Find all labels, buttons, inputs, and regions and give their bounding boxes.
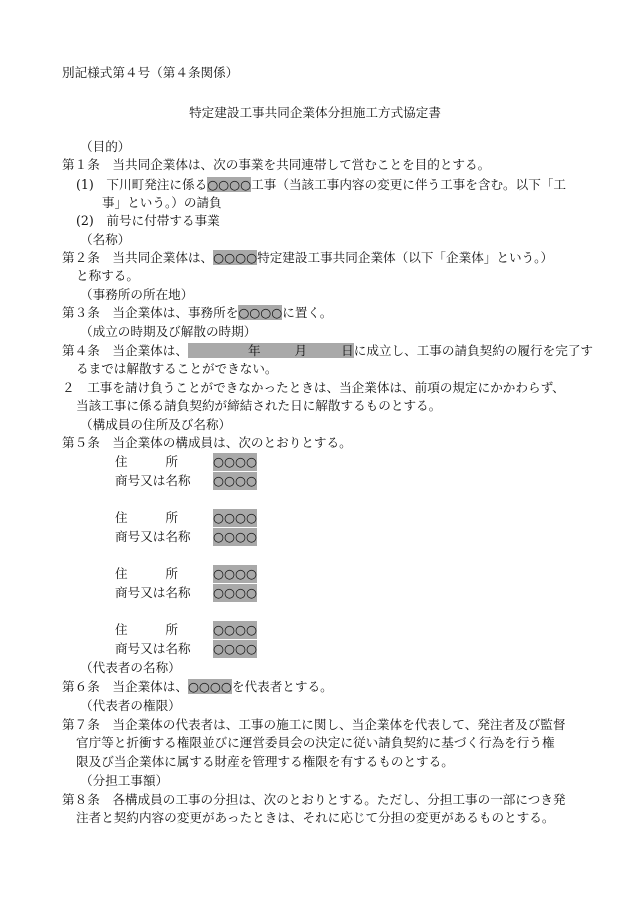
article-6: 第６条 当企業体は、○○○○を代表者とする。	[62, 679, 333, 694]
member-address-label: 住 所	[115, 454, 178, 469]
member-name-field: ○○○○	[213, 641, 257, 656]
article-8-cont: 注者と契約内容の変更があったときは、それに応じて分担の変更があるものとする。	[76, 810, 555, 825]
article-1-item-1: (1) 下川町発注に係る○○○○工事（当該工事内容の変更に伴う工事を含む。以下「工	[76, 177, 566, 192]
section-heading-name: （名称）	[80, 232, 131, 247]
article-4-para-2-cont: 当該工事に係る請負契約が締結された日に解散するものとする。	[76, 398, 442, 413]
article-4: 第４条 当企業体は、 年 月 日に成立し、工事の請負契約の履行を完了す	[62, 343, 593, 358]
date-field: 年 月 日	[188, 343, 354, 358]
article-7: 第７条 当企業体の代表者は、工事の施工に関し、当企業体を代表して、発注者及び監督	[62, 717, 566, 732]
member-name-field: ○○○○	[213, 529, 257, 544]
member-address-field: ○○○○	[213, 454, 257, 469]
article-1: 第１条 当共同企業体は、次の事業を共同連帯して営むことを目的とする。	[62, 157, 491, 172]
placeholder-field: ○○○○	[238, 305, 283, 320]
section-heading-period: （成立の時期及び解散の時期）	[80, 324, 257, 339]
member-address-label: 住 所	[115, 566, 178, 581]
section-heading-authority: （代表者の権限）	[80, 698, 181, 713]
placeholder-field: ○○○○	[187, 679, 232, 694]
member-address-label: 住 所	[115, 510, 178, 525]
member-address-field: ○○○○	[213, 566, 257, 581]
article-1-item-1-cont: 事」という。）の請負	[102, 195, 222, 210]
member-name-field: ○○○○	[213, 473, 257, 488]
article-5: 第５条 当企業体の構成員は、次のとおりとする。	[62, 435, 352, 450]
article-3: 第３条 当企業体は、事務所を○○○○に置く。	[62, 305, 333, 320]
article-2-cont: と称する。	[76, 268, 139, 283]
section-heading-members: （構成員の住所及び名称）	[80, 417, 232, 432]
article-7-cont-2: 限及び当企業体に属する財産を管理する権限を有するものとする。	[76, 754, 454, 769]
member-name-label: 商号又は名称	[115, 641, 191, 656]
member-name-label: 商号又は名称	[115, 529, 191, 544]
member-name-field: ○○○○	[213, 585, 257, 600]
article-4-cont: るまでは解散することができない。	[76, 361, 278, 376]
article-8: 第８条 各構成員の工事の分担は、次のとおりとする。ただし、分担工事の一部につき発	[62, 792, 566, 807]
member-address-field: ○○○○	[213, 622, 257, 637]
placeholder-field: ○○○○	[207, 177, 252, 192]
article-4-para-2: ２ 工事を請け負うことができなかったときは、当企業体は、前項の規定にかかわらず、	[62, 380, 565, 395]
article-7-cont-1: 官庁等と折衝する権限並びに運営委員会の決定に従い請負契約に基づく行為を行う権	[76, 735, 555, 750]
section-heading-purpose: （目的）	[80, 139, 131, 154]
section-heading-representative: （代表者の名称）	[80, 660, 181, 675]
document-title: 特定建設工事共同企業体分担施工方式協定書	[189, 105, 441, 120]
article-2: 第２条 当共同企業体は、○○○○特定建設工事共同企業体（以下「企業体」という。）	[62, 250, 554, 265]
member-address-field: ○○○○	[213, 510, 257, 525]
member-name-label: 商号又は名称	[115, 473, 191, 488]
section-heading-share: （分担工事額）	[80, 773, 169, 788]
form-label: 別記様式第４号（第４条関係）	[62, 65, 239, 80]
section-heading-office: （事務所の所在地）	[80, 287, 194, 302]
placeholder-field: ○○○○	[213, 250, 258, 265]
member-address-label: 住 所	[115, 622, 178, 637]
article-1-item-2: (2) 前号に付帯する事業	[76, 213, 220, 228]
member-name-label: 商号又は名称	[115, 585, 191, 600]
